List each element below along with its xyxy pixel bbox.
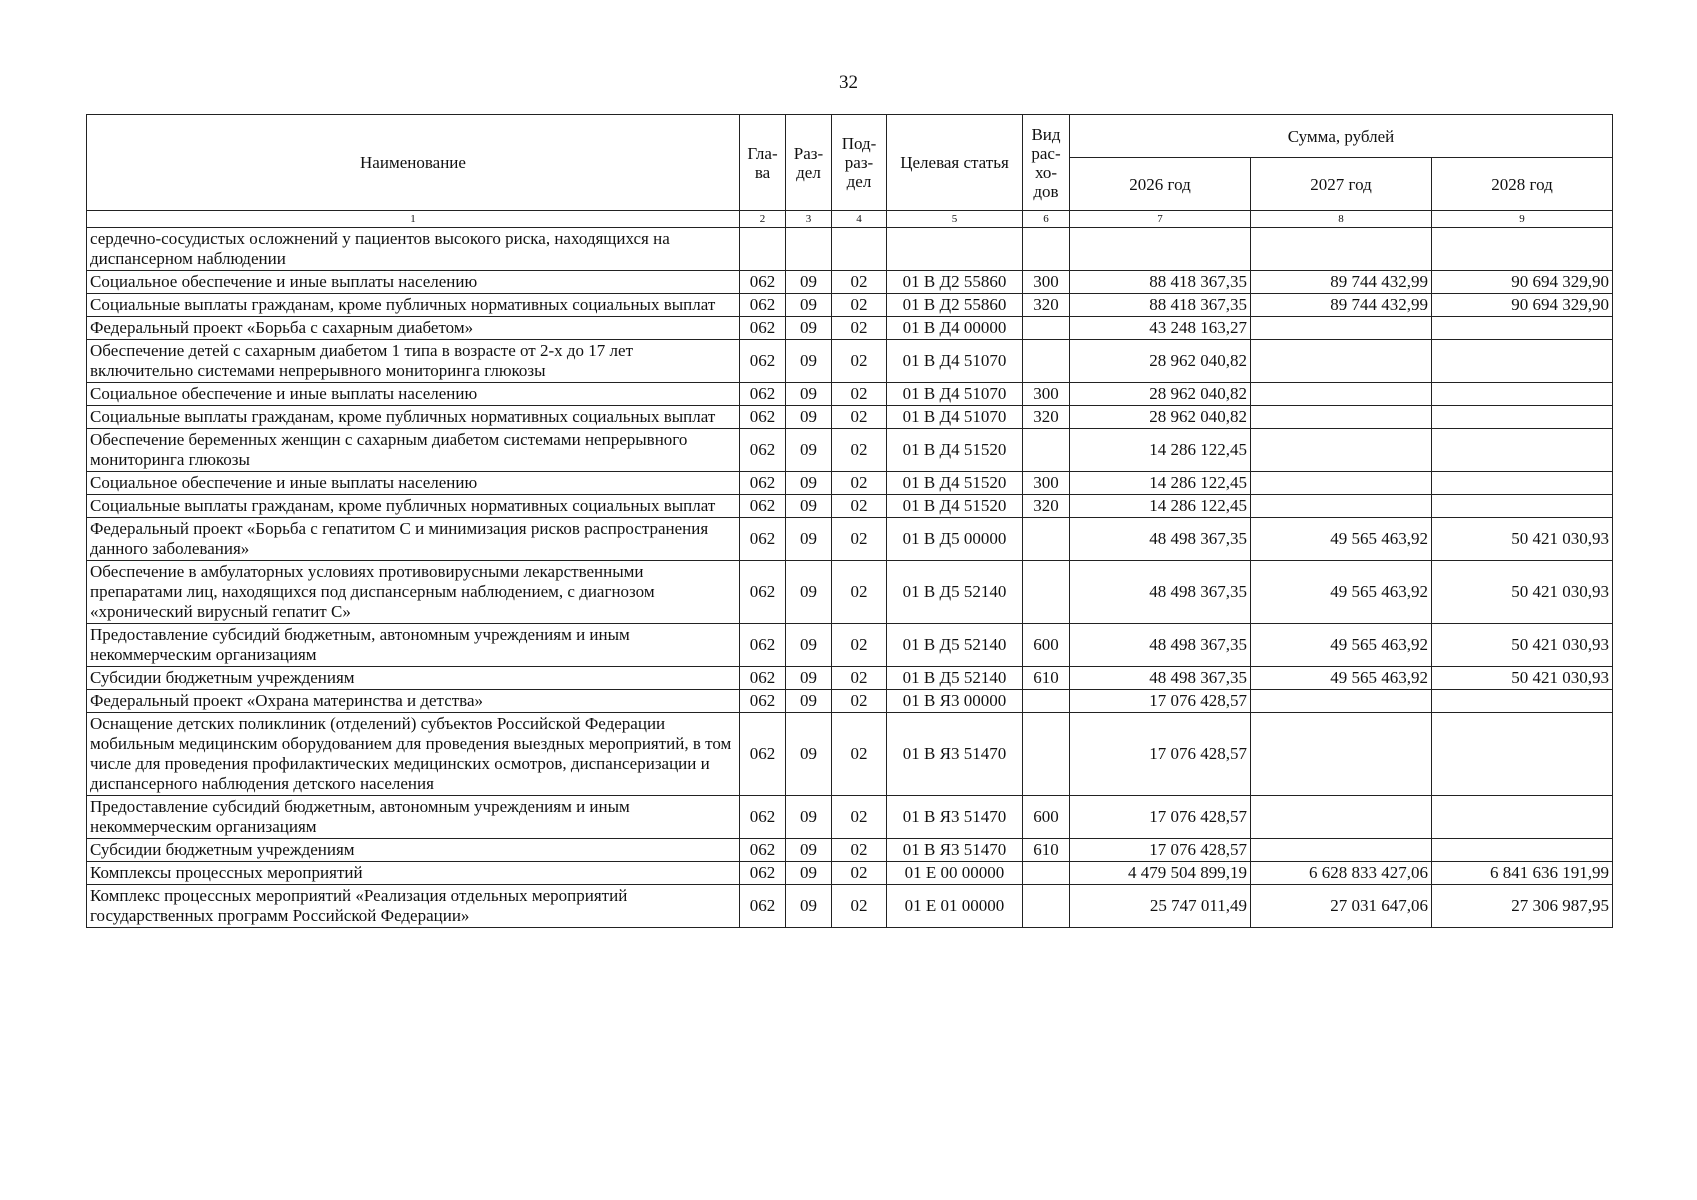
header-summa: Сумма, рублей [1070, 115, 1613, 158]
cell-amount-2027: 6 628 833 427,06 [1251, 862, 1432, 885]
cell-amount-2027: 49 565 463,92 [1251, 561, 1432, 624]
cell-amount-2028: 90 694 329,90 [1432, 271, 1613, 294]
cell-glava: 062 [740, 495, 786, 518]
cell-razdel: 09 [786, 271, 832, 294]
header-tselevaya-statya: Целевая статья [887, 115, 1023, 211]
cell-amount-2026: 88 418 367,35 [1070, 294, 1251, 317]
cell-podrazdel: 02 [832, 340, 887, 383]
cell-glava: 062 [740, 713, 786, 796]
cell-glava [740, 228, 786, 271]
cell-amount-2027 [1251, 340, 1432, 383]
table-row [87, 796, 1613, 839]
cell-target-article: 01 В Д5 00000 [887, 518, 1023, 561]
table-row [87, 472, 1613, 495]
header-name: Наименование [87, 115, 740, 211]
cell-expense-type: 320 [1023, 294, 1070, 317]
cell-amount-2028: 50 421 030,93 [1432, 518, 1613, 561]
cell-podrazdel: 02 [832, 429, 887, 472]
table-body [87, 228, 1613, 928]
table-row [87, 839, 1613, 862]
cell-amount-2026: 14 286 122,45 [1070, 472, 1251, 495]
table-row [87, 518, 1613, 561]
cell-razdel: 09 [786, 839, 832, 862]
cell-glava: 062 [740, 340, 786, 383]
cell-podrazdel: 02 [832, 667, 887, 690]
cell-amount-2028 [1432, 228, 1613, 271]
cell-amount-2027: 89 744 432,99 [1251, 294, 1432, 317]
cell-expense-type [1023, 317, 1070, 340]
cell-podrazdel [832, 228, 887, 271]
cell-podrazdel: 02 [832, 885, 887, 928]
column-number: 1 [87, 211, 740, 228]
cell-amount-2027: 89 744 432,99 [1251, 271, 1432, 294]
cell-name: Социальное обеспечение и иные выплаты населению [87, 271, 740, 294]
cell-amount-2027 [1251, 796, 1432, 839]
cell-amount-2028 [1432, 690, 1613, 713]
cell-amount-2027 [1251, 839, 1432, 862]
cell-amount-2027 [1251, 383, 1432, 406]
cell-amount-2027 [1251, 472, 1432, 495]
cell-expense-type [1023, 429, 1070, 472]
cell-target-article: 01 В Я3 51470 [887, 839, 1023, 862]
cell-amount-2026: 17 076 428,57 [1070, 796, 1251, 839]
column-number: 3 [786, 211, 832, 228]
table-row [87, 885, 1613, 928]
cell-name: Субсидии бюджетным учреждениям [87, 839, 740, 862]
header-razdel: Раз-дел [786, 115, 832, 211]
cell-name: Социальные выплаты гражданам, кроме публичных нормативных социальных выплат [87, 406, 740, 429]
cell-expense-type [1023, 690, 1070, 713]
cell-target-article: 01 В Я3 51470 [887, 796, 1023, 839]
budget-table [86, 114, 1613, 928]
cell-amount-2026: 17 076 428,57 [1070, 713, 1251, 796]
cell-razdel: 09 [786, 885, 832, 928]
cell-glava: 062 [740, 317, 786, 340]
cell-expense-type: 300 [1023, 271, 1070, 294]
cell-target-article: 01 Е 00 00000 [887, 862, 1023, 885]
cell-podrazdel: 02 [832, 472, 887, 495]
cell-amount-2026: 48 498 367,35 [1070, 667, 1251, 690]
cell-amount-2026: 48 498 367,35 [1070, 518, 1251, 561]
cell-expense-type [1023, 228, 1070, 271]
cell-podrazdel: 02 [832, 317, 887, 340]
table-row [87, 340, 1613, 383]
cell-podrazdel: 02 [832, 294, 887, 317]
cell-target-article: 01 В Д4 00000 [887, 317, 1023, 340]
cell-expense-type [1023, 518, 1070, 561]
table-row [87, 383, 1613, 406]
cell-razdel: 09 [786, 690, 832, 713]
column-number: 5 [887, 211, 1023, 228]
cell-glava: 062 [740, 690, 786, 713]
cell-razdel: 09 [786, 796, 832, 839]
table-row [87, 271, 1613, 294]
column-number-row [87, 211, 1613, 228]
cell-expense-type [1023, 713, 1070, 796]
cell-razdel: 09 [786, 317, 832, 340]
cell-amount-2027: 49 565 463,92 [1251, 518, 1432, 561]
cell-amount-2028: 27 306 987,95 [1432, 885, 1613, 928]
cell-name: Федеральный проект «Борьба с сахарным диабетом» [87, 317, 740, 340]
cell-amount-2028 [1432, 839, 1613, 862]
table-row [87, 317, 1613, 340]
cell-amount-2027 [1251, 495, 1432, 518]
cell-glava: 062 [740, 271, 786, 294]
cell-amount-2026: 4 479 504 899,19 [1070, 862, 1251, 885]
header-vid-raskhodov: Вид рас-хо-дов [1023, 115, 1070, 211]
cell-glava: 062 [740, 862, 786, 885]
cell-expense-type: 300 [1023, 383, 1070, 406]
cell-name: Обеспечение беременных женщин с сахарным диабетом системами непрерывного мониторинга глюкозы [87, 429, 740, 472]
header-glava: Гла-ва [740, 115, 786, 211]
cell-target-article: 01 В Д4 51520 [887, 429, 1023, 472]
cell-glava: 062 [740, 383, 786, 406]
cell-razdel: 09 [786, 383, 832, 406]
cell-target-article: 01 В Д4 51070 [887, 340, 1023, 383]
cell-amount-2026: 28 962 040,82 [1070, 383, 1251, 406]
cell-target-article [887, 228, 1023, 271]
table-row [87, 862, 1613, 885]
cell-name: Социальные выплаты гражданам, кроме публичных нормативных социальных выплат [87, 495, 740, 518]
cell-target-article: 01 Е 01 00000 [887, 885, 1023, 928]
table-row [87, 690, 1613, 713]
cell-amount-2028 [1432, 317, 1613, 340]
table-row [87, 429, 1613, 472]
cell-glava: 062 [740, 839, 786, 862]
cell-amount-2028 [1432, 796, 1613, 839]
column-number: 2 [740, 211, 786, 228]
column-number: 4 [832, 211, 887, 228]
cell-expense-type: 320 [1023, 406, 1070, 429]
cell-amount-2027 [1251, 690, 1432, 713]
cell-amount-2026: 17 076 428,57 [1070, 839, 1251, 862]
cell-name: Предоставление субсидий бюджетным, автономным учреждениям и иным некоммерческим организациям [87, 624, 740, 667]
cell-amount-2028 [1432, 495, 1613, 518]
column-number: 6 [1023, 211, 1070, 228]
cell-expense-type [1023, 862, 1070, 885]
cell-name: Социальное обеспечение и иные выплаты населению [87, 383, 740, 406]
cell-razdel: 09 [786, 406, 832, 429]
cell-razdel: 09 [786, 518, 832, 561]
cell-amount-2027 [1251, 317, 1432, 340]
cell-amount-2027: 49 565 463,92 [1251, 667, 1432, 690]
cell-amount-2028 [1432, 472, 1613, 495]
cell-razdel: 09 [786, 624, 832, 667]
column-number: 7 [1070, 211, 1251, 228]
cell-name: Комплексы процессных мероприятий [87, 862, 740, 885]
cell-expense-type: 600 [1023, 796, 1070, 839]
column-number: 9 [1432, 211, 1613, 228]
cell-name: Обеспечение в амбулаторных условиях противовирусными лекарственными препаратами лиц, находящихся под диспансерным наблюдением, с диагнозом «хронический вирусный гепатит С» [87, 561, 740, 624]
cell-amount-2028: 90 694 329,90 [1432, 294, 1613, 317]
cell-razdel: 09 [786, 340, 832, 383]
cell-amount-2026: 43 248 163,27 [1070, 317, 1251, 340]
table-row [87, 667, 1613, 690]
cell-podrazdel: 02 [832, 839, 887, 862]
cell-glava: 062 [740, 406, 786, 429]
cell-name: Социальное обеспечение и иные выплаты населению [87, 472, 740, 495]
cell-glava: 062 [740, 796, 786, 839]
table-row [87, 406, 1613, 429]
cell-podrazdel: 02 [832, 406, 887, 429]
cell-target-article: 01 В Д5 52140 [887, 667, 1023, 690]
cell-expense-type: 600 [1023, 624, 1070, 667]
cell-name: Социальные выплаты гражданам, кроме публичных нормативных социальных выплат [87, 294, 740, 317]
cell-amount-2027 [1251, 713, 1432, 796]
cell-target-article: 01 В Д2 55860 [887, 271, 1023, 294]
cell-razdel: 09 [786, 561, 832, 624]
cell-amount-2027: 49 565 463,92 [1251, 624, 1432, 667]
cell-amount-2026: 28 962 040,82 [1070, 406, 1251, 429]
cell-amount-2027 [1251, 406, 1432, 429]
cell-expense-type: 610 [1023, 839, 1070, 862]
cell-name: Обеспечение детей с сахарным диабетом 1 типа в возрасте от 2-х до 17 лет включительно системами непрерывного мониторинга глюкозы [87, 340, 740, 383]
table-row [87, 561, 1613, 624]
cell-razdel [786, 228, 832, 271]
cell-razdel: 09 [786, 862, 832, 885]
cell-amount-2028: 50 421 030,93 [1432, 624, 1613, 667]
cell-podrazdel: 02 [832, 862, 887, 885]
cell-amount-2026: 88 418 367,35 [1070, 271, 1251, 294]
cell-razdel: 09 [786, 667, 832, 690]
table-row [87, 713, 1613, 796]
cell-glava: 062 [740, 561, 786, 624]
cell-name: Предоставление субсидий бюджетным, автономным учреждениям и иным некоммерческим организациям [87, 796, 740, 839]
cell-amount-2027: 27 031 647,06 [1251, 885, 1432, 928]
cell-podrazdel: 02 [832, 624, 887, 667]
cell-name: сердечно-сосудистых осложнений у пациентов высокого риска, находящихся на диспансерном наблюдении [87, 228, 740, 271]
cell-glava: 062 [740, 885, 786, 928]
cell-name: Комплекс процессных мероприятий «Реализация отдельных мероприятий государственных программ Российской Федерации» [87, 885, 740, 928]
cell-amount-2028 [1432, 429, 1613, 472]
cell-target-article: 01 В Д4 51070 [887, 406, 1023, 429]
cell-expense-type: 610 [1023, 667, 1070, 690]
cell-amount-2026: 48 498 367,35 [1070, 561, 1251, 624]
cell-expense-type [1023, 885, 1070, 928]
cell-podrazdel: 02 [832, 713, 887, 796]
header-podrazdel: Под-раз-дел [832, 115, 887, 211]
cell-podrazdel: 02 [832, 690, 887, 713]
cell-amount-2028: 50 421 030,93 [1432, 561, 1613, 624]
cell-razdel: 09 [786, 294, 832, 317]
cell-amount-2027 [1251, 429, 1432, 472]
column-number: 8 [1251, 211, 1432, 228]
cell-amount-2026: 14 286 122,45 [1070, 429, 1251, 472]
table-row [87, 624, 1613, 667]
cell-podrazdel: 02 [832, 271, 887, 294]
cell-target-article: 01 В Я3 51470 [887, 713, 1023, 796]
cell-amount-2028: 6 841 636 191,99 [1432, 862, 1613, 885]
cell-target-article: 01 В Д5 52140 [887, 561, 1023, 624]
cell-razdel: 09 [786, 429, 832, 472]
cell-podrazdel: 02 [832, 561, 887, 624]
cell-glava: 062 [740, 518, 786, 561]
cell-name: Оснащение детских поликлиник (отделений) субъектов Российской Федерации мобильным медицинским оборудованием для проведения выездных мероприятий, в том числе для проведения профилактических медицинских осмотров, диспансеризации и диспансерного наблюдения детского населения [87, 713, 740, 796]
cell-amount-2026: 17 076 428,57 [1070, 690, 1251, 713]
cell-target-article: 01 В Д4 51520 [887, 495, 1023, 518]
cell-expense-type [1023, 340, 1070, 383]
cell-target-article: 01 В Я3 00000 [887, 690, 1023, 713]
cell-target-article: 01 В Д4 51070 [887, 383, 1023, 406]
cell-amount-2028 [1432, 713, 1613, 796]
cell-razdel: 09 [786, 713, 832, 796]
cell-amount-2028: 50 421 030,93 [1432, 667, 1613, 690]
cell-glava: 062 [740, 429, 786, 472]
cell-amount-2026: 25 747 011,49 [1070, 885, 1251, 928]
header-year-2026: 2026 год [1070, 158, 1251, 211]
table-row [87, 228, 1613, 271]
cell-razdel: 09 [786, 495, 832, 518]
cell-amount-2028 [1432, 406, 1613, 429]
table-row [87, 294, 1613, 317]
cell-razdel: 09 [786, 472, 832, 495]
cell-podrazdel: 02 [832, 383, 887, 406]
cell-podrazdel: 02 [832, 796, 887, 839]
cell-expense-type: 300 [1023, 472, 1070, 495]
page-number: 32 [839, 72, 858, 93]
cell-expense-type: 320 [1023, 495, 1070, 518]
cell-target-article: 01 В Д2 55860 [887, 294, 1023, 317]
cell-glava: 062 [740, 624, 786, 667]
cell-glava: 062 [740, 667, 786, 690]
table-row [87, 495, 1613, 518]
cell-amount-2027 [1251, 228, 1432, 271]
cell-name: Федеральный проект «Борьба с гепатитом С и минимизация рисков распространения данного заболевания» [87, 518, 740, 561]
cell-amount-2026: 14 286 122,45 [1070, 495, 1251, 518]
cell-glava: 062 [740, 472, 786, 495]
cell-name: Субсидии бюджетным учреждениям [87, 667, 740, 690]
cell-glava: 062 [740, 294, 786, 317]
cell-amount-2026: 48 498 367,35 [1070, 624, 1251, 667]
cell-amount-2028 [1432, 383, 1613, 406]
cell-name: Федеральный проект «Охрана материнства и детства» [87, 690, 740, 713]
cell-expense-type [1023, 561, 1070, 624]
header-year-2028: 2028 год [1432, 158, 1613, 211]
cell-podrazdel: 02 [832, 495, 887, 518]
cell-amount-2028 [1432, 340, 1613, 383]
cell-target-article: 01 В Д4 51520 [887, 472, 1023, 495]
cell-podrazdel: 02 [832, 518, 887, 561]
cell-amount-2026 [1070, 228, 1251, 271]
cell-target-article: 01 В Д5 52140 [887, 624, 1023, 667]
cell-amount-2026: 28 962 040,82 [1070, 340, 1251, 383]
header-year-2027: 2027 год [1251, 158, 1432, 211]
